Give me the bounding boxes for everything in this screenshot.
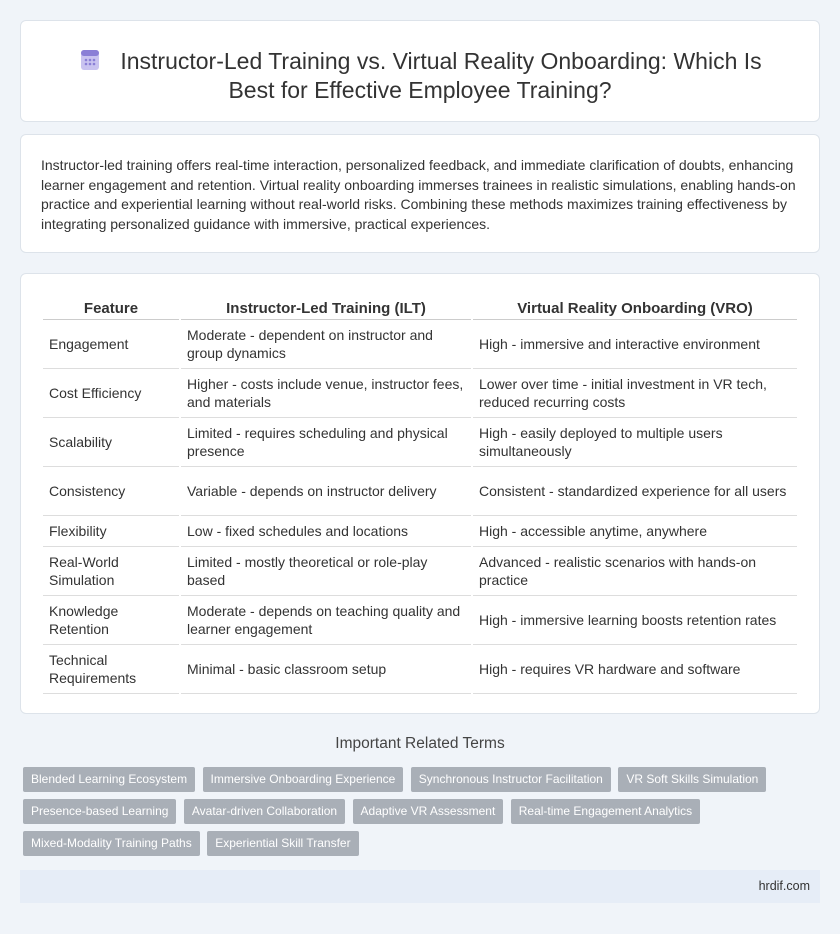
summary-text: Instructor-led training offers real-time interaction, personalized feedback, and immediate clarification of doubts, enhancing learner engagement and retention. Virtual reality onboarding immerses trainees in realistic simulations, enabling hands-on practice and experiential learning without real-world risks. Combining these methods maximizes training effectiveness by integrating personalized guidance with immersive, practical experiences. bbox=[41, 157, 796, 232]
ilt-cell: Limited - requires scheduling and physical presence bbox=[181, 418, 471, 467]
header-feature: Feature bbox=[43, 296, 179, 320]
table-row bbox=[43, 369, 797, 418]
feature-cell: Real-World Simulation bbox=[43, 547, 179, 596]
feature-cell: Cost Efficiency bbox=[43, 369, 179, 418]
feature-cell: Engagement bbox=[43, 320, 179, 369]
vro-cell: Lower over time - initial investment in VR tech, reduced recurring costs bbox=[473, 369, 797, 418]
comparison-table-card bbox=[20, 273, 820, 714]
feature-cell: Technical Requirements bbox=[43, 645, 179, 694]
vro-cell: Consistent - standardized experience for all users bbox=[473, 467, 797, 516]
table-row bbox=[43, 418, 797, 467]
ilt-cell: Higher - costs include venue, instructor fees, and materials bbox=[181, 369, 471, 418]
feature-cell: Flexibility bbox=[43, 516, 179, 547]
feature-cell: Knowledge Retention bbox=[43, 596, 179, 645]
comparison-table bbox=[41, 296, 799, 694]
term-tag[interactable]: Real-time Engagement Analytics bbox=[511, 799, 700, 824]
ilt-cell: Limited - mostly theoretical or role-play based bbox=[181, 547, 471, 596]
related-terms-list bbox=[23, 767, 813, 863]
term-tag[interactable]: Synchronous Instructor Facilitation bbox=[411, 767, 611, 792]
summary-card bbox=[20, 134, 820, 253]
header-ilt: Instructor-Led Training (ILT) bbox=[181, 296, 471, 320]
table-row bbox=[43, 320, 797, 369]
term-tag[interactable]: Experiential Skill Transfer bbox=[207, 831, 358, 856]
ilt-cell: Minimal - basic classroom setup bbox=[181, 645, 471, 694]
table-row bbox=[43, 516, 797, 547]
table-row bbox=[43, 645, 797, 694]
table-header-row bbox=[43, 296, 797, 320]
related-terms-title: Important Related Terms bbox=[335, 735, 505, 752]
term-tag[interactable]: Immersive Onboarding Experience bbox=[203, 767, 404, 792]
feature-cell: Consistency bbox=[43, 467, 179, 516]
page-title-row bbox=[21, 47, 819, 105]
vro-cell: Advanced - realistic scenarios with hands-on practice bbox=[473, 547, 797, 596]
header-card bbox=[20, 20, 820, 122]
table-row bbox=[43, 547, 797, 596]
vro-cell: High - immersive learning boosts retention rates bbox=[473, 596, 797, 645]
term-tag[interactable]: Adaptive VR Assessment bbox=[353, 799, 504, 824]
ilt-cell: Moderate - depends on teaching quality and learner engagement bbox=[181, 596, 471, 645]
table-row bbox=[43, 596, 797, 645]
term-tag[interactable]: Avatar-driven Collaboration bbox=[184, 799, 345, 824]
footer bbox=[20, 870, 820, 903]
vro-cell: High - easily deployed to multiple users simultaneously bbox=[473, 418, 797, 467]
vro-cell: High - accessible anytime, anywhere bbox=[473, 516, 797, 547]
term-tag[interactable]: VR Soft Skills Simulation bbox=[618, 767, 766, 792]
feature-cell: Scalability bbox=[43, 418, 179, 467]
page-title: Instructor-Led Training vs. Virtual Reality Onboarding: Which Is Best for Effective Employee Training? bbox=[120, 48, 762, 103]
document-icon bbox=[78, 48, 102, 72]
term-tag[interactable]: Presence-based Learning bbox=[23, 799, 176, 824]
term-tag[interactable]: Mixed-Modality Training Paths bbox=[23, 831, 200, 856]
header-vro: Virtual Reality Onboarding (VRO) bbox=[473, 296, 797, 320]
table-row bbox=[43, 467, 797, 516]
ilt-cell: Moderate - dependent on instructor and group dynamics bbox=[181, 320, 471, 369]
footer-site-link[interactable]: hrdif.com bbox=[758, 879, 810, 893]
vro-cell: High - requires VR hardware and software bbox=[473, 645, 797, 694]
term-tag[interactable]: Blended Learning Ecosystem bbox=[23, 767, 195, 792]
ilt-cell: Low - fixed schedules and locations bbox=[181, 516, 471, 547]
ilt-cell: Variable - depends on instructor delivery bbox=[181, 467, 471, 516]
vro-cell: High - immersive and interactive environment bbox=[473, 320, 797, 369]
